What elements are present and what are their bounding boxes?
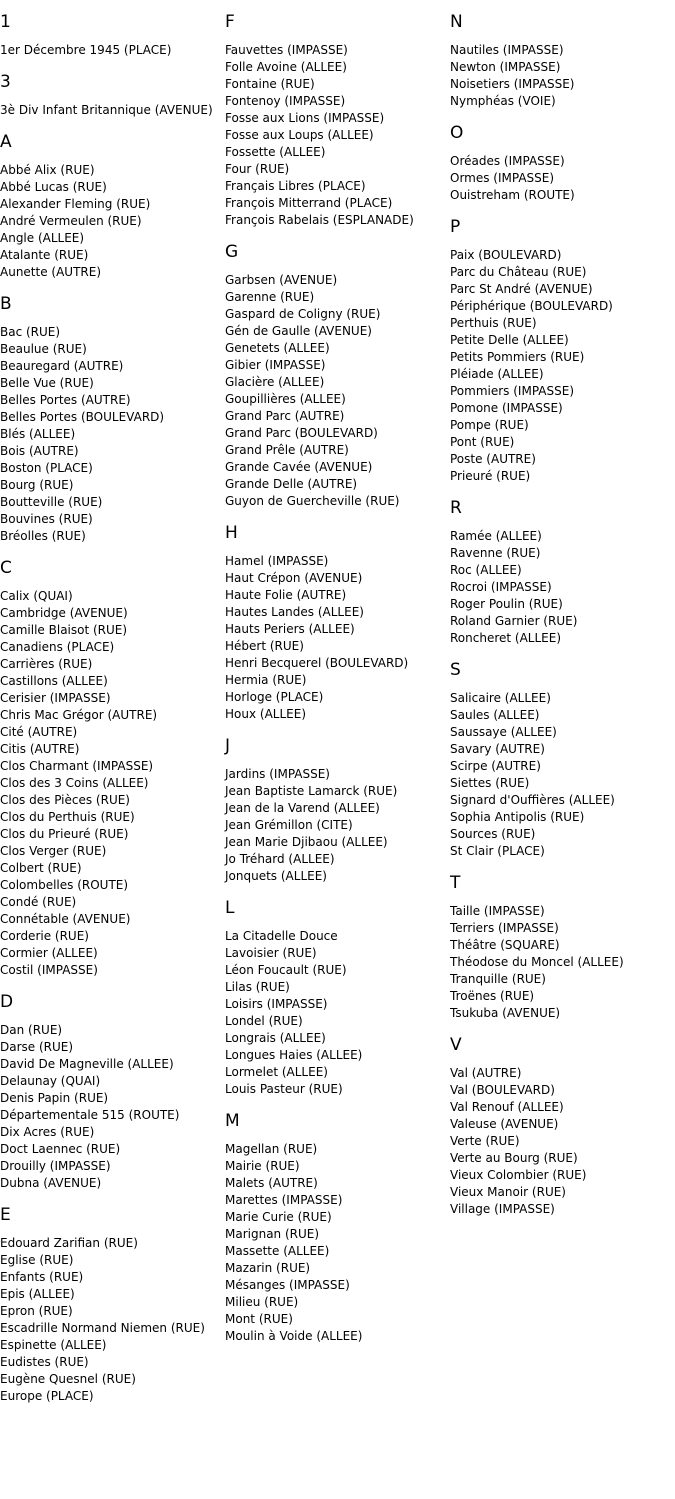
letter-section: [0, 131, 225, 281]
street-entry: Petite Delle (ALLEE): [450, 333, 569, 347]
street-entry: Roland Garnier (RUE): [450, 614, 578, 628]
section-letter-heading: L: [225, 898, 235, 918]
street-entry: Houx (ALLEE): [225, 707, 306, 721]
letter-section: [0, 991, 225, 1192]
street-entry: Village (IMPASSE): [450, 1202, 555, 1216]
street-list: [0, 162, 225, 281]
street-entry: Roncheret (ALLEE): [450, 631, 562, 645]
street-entry: Nautiles (IMPASSE): [450, 43, 564, 57]
street-entry: Pomone (IMPASSE): [450, 401, 563, 415]
street-list: [450, 1065, 675, 1218]
street-entry: Val (BOULEVARD): [450, 1083, 555, 1097]
street-entry: Boutteville (RUE): [0, 495, 103, 509]
street-entry: Eglise (RUE): [0, 1253, 74, 1267]
street-list: [450, 528, 675, 647]
street-entry: Marettes (IMPASSE): [225, 1193, 343, 1207]
street-entry: Prieuré (RUE): [450, 469, 531, 483]
street-entry: Bois (AUTRE): [0, 444, 79, 458]
street-entry: Signard d'Ouffières (ALLEE): [450, 793, 615, 807]
street-entry: Lavoisier (RUE): [225, 946, 317, 960]
street-entry: Garenne (RUE): [225, 290, 315, 304]
letter-section: [225, 522, 450, 723]
street-list: [0, 1235, 225, 1405]
street-entry: Pléiade (ALLEE): [450, 367, 544, 381]
street-entry: Abbé Alix (RUE): [0, 163, 95, 177]
street-entry: Roger Poulin (RUE): [450, 597, 563, 611]
street-entry: Pompe (RUE): [450, 418, 529, 432]
street-entry: Grand Parc (AUTRE): [225, 409, 345, 423]
street-list: [450, 903, 675, 1022]
street-list: [0, 102, 225, 119]
street-entry: Clos des Pièces (RUE): [0, 793, 130, 807]
street-entry: 3è Div Infant Britannique (AVENUE): [0, 103, 213, 117]
street-entry: Sophia Antipolis (RUE): [450, 810, 585, 824]
street-entry: Ravenne (RUE): [450, 546, 541, 560]
street-list: [225, 553, 450, 723]
street-entry: Bourg (RUE): [0, 478, 74, 492]
street-entry: Europe (PLACE): [0, 1389, 94, 1403]
street-entry: Val Renouf (ALLEE): [450, 1100, 564, 1114]
letter-section: [450, 11, 675, 110]
section-letter-heading: O: [450, 123, 464, 143]
street-entry: Marie Curie (RUE): [225, 1210, 332, 1224]
index-column: [225, 0, 450, 1357]
street-entry: Ouistreham (ROUTE): [450, 188, 575, 202]
street-entry: Londel (RUE): [225, 1014, 303, 1028]
street-list: [225, 928, 450, 1098]
street-list: [225, 766, 450, 885]
street-list: [225, 1141, 450, 1345]
street-entry: Bréolles (RUE): [0, 529, 86, 543]
section-letter-heading: H: [225, 523, 238, 543]
street-entry: Départementale 515 (ROUTE): [0, 1108, 180, 1122]
street-entry: Folle Avoine (ALLEE): [225, 60, 347, 74]
street-list: [0, 42, 225, 59]
street-entry: Vieux Colombier (RUE): [450, 1168, 587, 1182]
street-entry: Lormelet (ALLEE): [225, 1065, 328, 1079]
letter-section: [450, 872, 675, 1022]
letter-section: [450, 1034, 675, 1218]
street-entry: Abbé Lucas (RUE): [0, 180, 107, 194]
street-entry: La Citadelle Douce: [225, 929, 338, 943]
street-entry: Mairie (RUE): [225, 1159, 300, 1173]
street-entry: Fauvettes (IMPASSE): [225, 43, 348, 57]
street-entry: Cormier (ALLEE): [0, 946, 98, 960]
letter-section: [0, 1204, 225, 1405]
street-entry: Verte au Bourg (RUE): [450, 1151, 578, 1165]
street-entry: Longues Haies (ALLEE): [225, 1048, 363, 1062]
street-entry: Hauts Periers (ALLEE): [225, 622, 355, 636]
street-entry: Haut Crépon (AVENUE): [225, 571, 363, 585]
street-entry: Ramée (ALLEE): [450, 529, 542, 543]
street-entry: Malets (AUTRE): [225, 1176, 318, 1190]
street-entry: Angle (ALLEE): [0, 231, 85, 245]
letter-section: [450, 497, 675, 647]
section-letter-heading: G: [225, 242, 239, 262]
street-entry: Hermia (RUE): [225, 673, 307, 687]
street-entry: Oréades (IMPASSE): [450, 154, 565, 168]
street-entry: Carrières (RUE): [0, 657, 93, 671]
street-entry: Mont (RUE): [225, 1312, 293, 1326]
street-entry: Four (RUE): [225, 162, 290, 176]
street-entry: Costil (IMPASSE): [0, 963, 98, 977]
street-entry: Tranquille (RUE): [450, 972, 546, 986]
letter-section: [225, 735, 450, 885]
street-entry: Savary (AUTRE): [450, 742, 545, 756]
letter-section: [450, 216, 675, 485]
street-entry: Hautes Landes (ALLEE): [225, 605, 364, 619]
street-entry: Epron (RUE): [0, 1304, 73, 1318]
street-entry: Atalante (RUE): [0, 248, 89, 262]
street-entry: Milieu (RUE): [225, 1295, 299, 1309]
street-entry: Loisirs (IMPASSE): [225, 997, 328, 1011]
street-entry: Colbert (RUE): [0, 861, 82, 875]
street-entry: Magellan (RUE): [225, 1142, 318, 1156]
street-entry: Escadrille Normand Niemen (RUE): [0, 1321, 205, 1335]
street-entry: Darse (RUE): [0, 1040, 74, 1054]
street-entry: Alexander Fleming (RUE): [0, 197, 151, 211]
street-entry: Cité (AUTRE): [0, 725, 78, 739]
street-list: [225, 272, 450, 510]
street-entry: Longrais (ALLEE): [225, 1031, 326, 1045]
section-letter-heading: J: [225, 736, 231, 756]
section-letter-heading: C: [0, 558, 12, 578]
letter-section: [0, 11, 225, 59]
street-entry: Troënes (RUE): [450, 989, 535, 1003]
street-entry: Enfants (RUE): [0, 1270, 84, 1284]
street-entry: Citis (AUTRE): [0, 742, 80, 756]
street-entry: Beaulue (RUE): [0, 342, 87, 356]
street-entry: Mésanges (IMPASSE): [225, 1278, 350, 1292]
street-entry: Massette (ALLEE): [225, 1244, 330, 1258]
street-entry: Camille Blaisot (RUE): [0, 623, 128, 637]
street-entry: Castillons (ALLEE): [0, 674, 108, 688]
street-entry: Théâtre (SQUARE): [450, 938, 560, 952]
street-entry: Grande Delle (AUTRE): [225, 477, 358, 491]
street-entry: Grande Cavée (AVENUE): [225, 460, 373, 474]
street-entry: Belles Portes (AUTRE): [0, 393, 131, 407]
street-entry: Cambridge (AVENUE): [0, 606, 128, 620]
street-entry: Jardins (IMPASSE): [225, 767, 330, 781]
street-list: [0, 324, 225, 545]
street-entry: Denis Papin (RUE): [0, 1091, 109, 1105]
street-entry: Fontaine (RUE): [225, 77, 315, 91]
street-entry: Parc St André (AVENUE): [450, 282, 593, 296]
street-entry: Perthuis (RUE): [450, 316, 537, 330]
street-entry: Garbsen (AVENUE): [225, 273, 338, 287]
street-entry: Grand Parc (BOULEVARD): [225, 426, 378, 440]
section-letter-heading: 3: [0, 72, 11, 92]
street-entry: Jean Grémillon (CITE): [225, 818, 353, 832]
street-entry: Dan (RUE): [0, 1023, 63, 1037]
street-entry: Chris Mac Grégor (AUTRE): [0, 708, 158, 722]
street-entry: Lilas (RUE): [225, 980, 290, 994]
street-entry: Roc (ALLEE): [450, 563, 522, 577]
street-entry: Sources (RUE): [450, 827, 536, 841]
street-entry: Gibier (IMPASSE): [225, 358, 326, 372]
street-entry: Léon Foucault (RUE): [225, 963, 347, 977]
street-entry: Clos des 3 Coins (ALLEE): [0, 776, 149, 790]
street-list: [225, 42, 450, 229]
street-entry: Boston (PLACE): [0, 461, 93, 475]
street-entry: André Vermeulen (RUE): [0, 214, 142, 228]
index-column: [450, 0, 675, 1230]
section-letter-heading: V: [450, 1035, 462, 1055]
street-entry: Bac (RUE): [0, 325, 61, 339]
street-entry: Jean Baptiste Lamarck (RUE): [225, 784, 398, 798]
street-entry: Fosse aux Loups (ALLEE): [225, 128, 374, 142]
street-entry: Fontenoy (IMPASSE): [225, 94, 346, 108]
street-entry: Henri Becquerel (BOULEVARD): [225, 656, 409, 670]
street-entry: Aunette (AUTRE): [0, 265, 102, 279]
street-entry: Connétable (AVENUE): [0, 912, 131, 926]
street-entry: Pont (RUE): [450, 435, 515, 449]
letter-section: [225, 11, 450, 229]
street-entry: Fossette (ALLEE): [225, 145, 326, 159]
street-entry: Tsukuba (AVENUE): [450, 1006, 561, 1020]
section-letter-heading: 1: [0, 12, 11, 32]
letter-section: [225, 1110, 450, 1345]
street-entry: Terriers (IMPASSE): [450, 921, 559, 935]
letter-section: [225, 897, 450, 1098]
street-list: [450, 42, 675, 110]
street-entry: Guyon de Guercheville (RUE): [225, 494, 400, 508]
street-entry: Condé (RUE): [0, 895, 77, 909]
street-entry: Clos Verger (RUE): [0, 844, 107, 858]
street-entry: François Mitterrand (PLACE): [225, 196, 393, 210]
street-list: [450, 153, 675, 204]
street-entry: Calix (QUAI): [0, 589, 73, 603]
street-entry: Belle Vue (RUE): [0, 376, 94, 390]
street-entry: Goupillières (ALLEE): [225, 392, 346, 406]
street-entry: Ormes (IMPASSE): [450, 171, 555, 185]
street-entry: Eudistes (RUE): [0, 1355, 89, 1369]
letter-section: [0, 71, 225, 119]
street-list: [450, 690, 675, 860]
street-entry: Cerisier (IMPASSE): [0, 691, 111, 705]
section-letter-heading: S: [450, 660, 461, 680]
street-entry: Genetets (ALLEE): [225, 341, 330, 355]
letter-section: [0, 557, 225, 979]
street-entry: Beauregard (AUTRE): [0, 359, 124, 373]
street-entry: Horloge (PLACE): [225, 690, 324, 704]
index-column: [0, 0, 225, 1417]
street-entry: Périphérique (BOULEVARD): [450, 299, 613, 313]
street-entry: Français Libres (PLACE): [225, 179, 366, 193]
street-entry: Jonquets (ALLEE): [225, 869, 327, 883]
street-entry: Paix (BOULEVARD): [450, 248, 562, 262]
street-entry: Louis Pasteur (RUE): [225, 1082, 343, 1096]
street-entry: Marignan (RUE): [225, 1227, 320, 1241]
street-entry: Saussaye (ALLEE): [450, 725, 557, 739]
section-letter-heading: P: [450, 217, 461, 237]
street-entry: Gén de Gaulle (AVENUE): [225, 324, 372, 338]
street-entry: Petits Pommiers (RUE): [450, 350, 585, 364]
street-entry: Jean Marie Djibaou (ALLEE): [225, 835, 388, 849]
street-entry: Val (AUTRE): [450, 1066, 522, 1080]
street-list: [0, 588, 225, 979]
street-entry: Clos du Prieuré (RUE): [0, 827, 129, 841]
letter-section: [450, 122, 675, 204]
section-letter-heading: M: [225, 1111, 240, 1131]
street-entry: Valeuse (AVENUE): [450, 1117, 559, 1131]
street-entry: St Clair (PLACE): [450, 844, 545, 858]
street-entry: Clos Charmant (IMPASSE): [0, 759, 154, 773]
street-entry: Hamel (IMPASSE): [225, 554, 329, 568]
street-entry: Drouilly (IMPASSE): [0, 1159, 111, 1173]
letter-section: [450, 659, 675, 860]
street-entry: Hébert (RUE): [225, 639, 304, 653]
street-entry: Epis (ALLEE): [0, 1287, 75, 1301]
street-entry: Dubna (AVENUE): [0, 1176, 102, 1190]
street-entry: Théodose du Moncel (ALLEE): [450, 955, 624, 969]
street-entry: David De Magneville (ALLEE): [0, 1057, 174, 1071]
street-entry: Newton (IMPASSE): [450, 60, 561, 74]
street-entry: Belles Portes (BOULEVARD): [0, 410, 165, 424]
street-entry: Saules (ALLEE): [450, 708, 540, 722]
street-entry: Pommiers (IMPASSE): [450, 384, 574, 398]
street-entry: Parc du Château (RUE): [450, 265, 587, 279]
street-entry: 1er Décembre 1945 (PLACE): [0, 43, 172, 57]
street-entry: Colombelles (ROUTE): [0, 878, 129, 892]
letter-section: [225, 241, 450, 510]
street-entry: Jo Tréhard (ALLEE): [225, 852, 335, 866]
street-entry: Doct Laennec (RUE): [0, 1142, 121, 1156]
section-letter-heading: A: [0, 132, 12, 152]
street-entry: Dix Acres (RUE): [0, 1125, 95, 1139]
street-entry: Edouard Zarifian (RUE): [0, 1236, 138, 1250]
street-entry: Gaspard de Coligny (RUE): [225, 307, 381, 321]
street-entry: Canadiens (PLACE): [0, 640, 115, 654]
section-letter-heading: F: [225, 12, 235, 32]
street-entry: Bouvines (RUE): [0, 512, 93, 526]
street-entry: Delaunay (QUAI): [0, 1074, 101, 1088]
letter-section: [0, 293, 225, 545]
street-entry: Haute Folie (AUTRE): [225, 588, 347, 602]
street-entry: François Rabelais (ESPLANADE): [225, 213, 414, 227]
street-entry: Glacière (ALLEE): [225, 375, 325, 389]
street-entry: Clos du Perthuis (RUE): [0, 810, 135, 824]
street-entry: Jean de la Varend (ALLEE): [225, 801, 380, 815]
street-entry: Vieux Manoir (RUE): [450, 1185, 566, 1199]
street-entry: Siettes (RUE): [450, 776, 530, 790]
section-letter-heading: E: [0, 1205, 11, 1225]
section-letter-heading: N: [450, 12, 463, 32]
street-list: [450, 247, 675, 485]
street-entry: Corderie (RUE): [0, 929, 89, 943]
street-entry: Fosse aux Lions (IMPASSE): [225, 111, 385, 125]
street-entry: Espinette (ALLEE): [0, 1338, 107, 1352]
street-entry: Moulin à Voide (ALLEE): [225, 1329, 363, 1343]
street-entry: Grand Prêle (AUTRE): [225, 443, 349, 457]
street-entry: Noisetiers (IMPASSE): [450, 77, 575, 91]
street-entry: Poste (AUTRE): [450, 452, 536, 466]
street-entry: Rocroi (IMPASSE): [450, 580, 552, 594]
section-letter-heading: B: [0, 294, 12, 314]
street-entry: Salicaire (ALLEE): [450, 691, 551, 705]
street-list: [0, 1022, 225, 1192]
street-entry: Mazarin (RUE): [225, 1261, 311, 1275]
section-letter-heading: D: [0, 992, 14, 1012]
street-entry: Blés (ALLEE): [0, 427, 76, 441]
street-entry: Eugène Quesnel (RUE): [0, 1372, 136, 1386]
street-entry: Scirpe (AUTRE): [450, 759, 541, 773]
street-entry: Taille (IMPASSE): [450, 904, 545, 918]
street-entry: Verte (RUE): [450, 1134, 520, 1148]
section-letter-heading: R: [450, 498, 462, 518]
section-letter-heading: T: [450, 873, 461, 893]
street-entry: Nymphéas (VOIE): [450, 94, 556, 108]
